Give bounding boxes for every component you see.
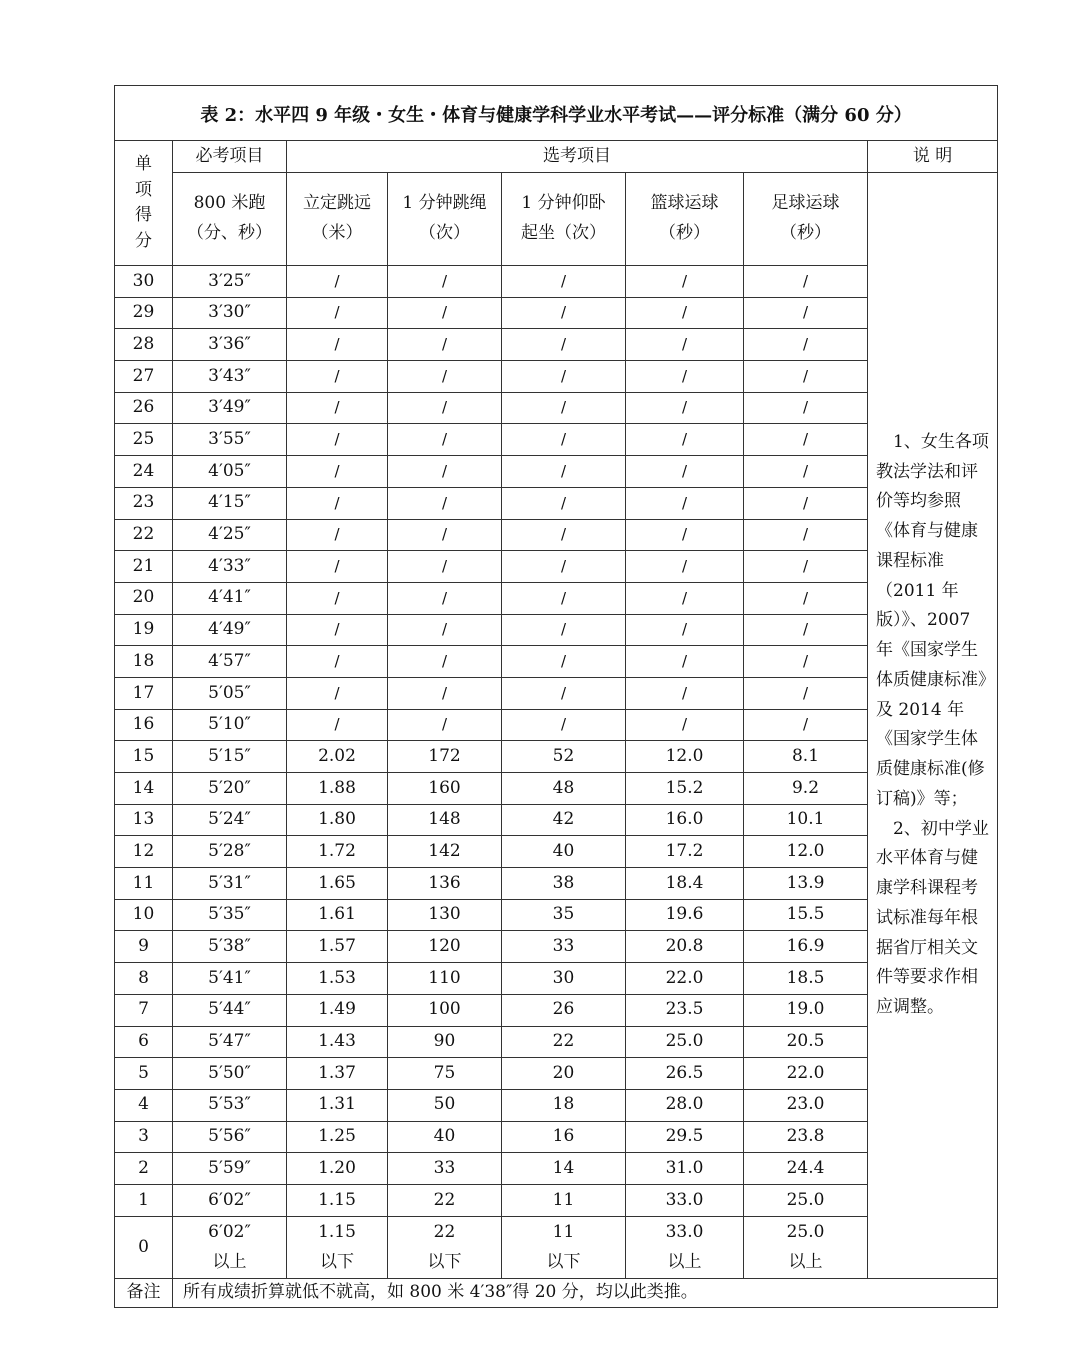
value-cell: / — [388, 677, 502, 709]
value-cell: 23.8 — [744, 1121, 868, 1153]
score-cell: 6 — [115, 1026, 173, 1058]
explanation-text: 1、女生各项教法学法和评价等均参照《体育与健康课程标准（2011 年版）》、2007 年《国家学生体质健康标准》及 2014 年《国家学生体质健康标准(修订稿)》等； 2、初中学业水平体育与健康学科课程考试标准每年根据省厅相关文件等要求作相应调整。 — [876, 431, 989, 1018]
value-cell: 110 — [388, 963, 502, 995]
value-cell: 18.4 — [626, 868, 744, 900]
score-cell: 28 — [115, 329, 173, 361]
column-header — [173, 173, 287, 266]
column-header-line2: （次） — [419, 223, 470, 243]
value-cell: / — [502, 297, 626, 329]
value-cell: 1.25 — [287, 1121, 388, 1153]
value-cell: 35 — [502, 899, 626, 931]
value-cell: / — [626, 519, 744, 551]
value-cell: 136 — [388, 868, 502, 900]
column-header-line2: （秒） — [659, 223, 710, 243]
value-cell: / — [287, 456, 388, 488]
value-cell: / — [626, 361, 744, 393]
column-header — [287, 173, 388, 266]
score-cell: 7 — [115, 994, 173, 1026]
threshold-value: 33.0 — [665, 1221, 704, 1242]
score-cell: 22 — [115, 519, 173, 551]
value-cell: / — [626, 392, 744, 424]
value-cell: 1.37 — [287, 1058, 388, 1090]
table-row — [115, 392, 998, 424]
value-cell — [287, 1216, 388, 1278]
threshold-qualifier: 以下 — [427, 1252, 462, 1273]
value-cell: 142 — [388, 836, 502, 868]
value-cell: / — [388, 456, 502, 488]
threshold-value: 11 — [552, 1221, 575, 1242]
value-cell — [744, 1216, 868, 1278]
value-cell: 23.0 — [744, 1089, 868, 1121]
value-cell: 4′57″ — [173, 646, 287, 678]
value-cell: / — [388, 551, 502, 583]
value-cell: / — [388, 424, 502, 456]
value-cell: 148 — [388, 804, 502, 836]
value-cell: / — [626, 266, 744, 298]
value-cell: 42 — [502, 804, 626, 836]
value-cell: / — [502, 266, 626, 298]
table-row — [115, 551, 998, 583]
value-cell: / — [626, 297, 744, 329]
table-row — [115, 582, 998, 614]
value-cell: 172 — [388, 741, 502, 773]
table-row — [115, 868, 998, 900]
value-cell: 3′49″ — [173, 392, 287, 424]
value-cell: 20.8 — [626, 931, 744, 963]
value-cell: / — [287, 392, 388, 424]
value-cell — [626, 1216, 744, 1278]
value-cell: / — [388, 392, 502, 424]
value-cell: 18.5 — [744, 963, 868, 995]
value-cell: / — [626, 646, 744, 678]
value-cell: 1.57 — [287, 931, 388, 963]
value-cell: / — [502, 392, 626, 424]
value-cell: 5′28″ — [173, 836, 287, 868]
table-row — [115, 1089, 998, 1121]
value-cell: / — [287, 424, 388, 456]
value-cell: 24.4 — [744, 1153, 868, 1185]
value-cell: / — [626, 456, 744, 488]
value-cell: 5′38″ — [173, 931, 287, 963]
value-cell — [502, 1216, 626, 1278]
threshold-value: 6′02″ — [208, 1221, 251, 1242]
value-cell: / — [502, 677, 626, 709]
table-row — [115, 329, 998, 361]
value-cell: 1.20 — [287, 1153, 388, 1185]
value-cell: 4′05″ — [173, 456, 287, 488]
value-cell: 3′30″ — [173, 297, 287, 329]
score-cell: 23 — [115, 487, 173, 519]
value-cell: / — [502, 519, 626, 551]
score-cell: 20 — [115, 582, 173, 614]
table-title: 表 2：水平四 9 年级・女生・体育与健康学科学业水平考试——评分标准（满分 60 分） — [115, 86, 998, 141]
value-cell: 5′24″ — [173, 804, 287, 836]
column-header-line2: 起坐（次） — [521, 223, 606, 243]
value-cell: 13.9 — [744, 868, 868, 900]
table-row — [115, 487, 998, 519]
score-cell: 26 — [115, 392, 173, 424]
value-cell: / — [744, 519, 868, 551]
value-cell: 22.0 — [626, 963, 744, 995]
value-cell: 15.2 — [626, 773, 744, 805]
value-cell: 3′43″ — [173, 361, 287, 393]
score-cell: 19 — [115, 614, 173, 646]
value-cell: / — [287, 266, 388, 298]
value-cell: 17.2 — [626, 836, 744, 868]
value-cell: 100 — [388, 994, 502, 1026]
table-row — [115, 1184, 998, 1216]
value-cell: 4′33″ — [173, 551, 287, 583]
table-row — [115, 709, 998, 741]
value-cell: / — [626, 582, 744, 614]
value-cell: / — [388, 329, 502, 361]
value-cell: 25.0 — [744, 1184, 868, 1216]
score-cell: 17 — [115, 677, 173, 709]
value-cell: 20.5 — [744, 1026, 868, 1058]
score-column-header-text: 单项得分 — [135, 154, 152, 251]
value-cell: 3′36″ — [173, 329, 287, 361]
value-cell: 5′05″ — [173, 677, 287, 709]
value-cell: / — [388, 646, 502, 678]
column-header-line1: 足球运球 — [771, 193, 840, 214]
value-cell: / — [744, 614, 868, 646]
table-row — [115, 297, 998, 329]
value-cell: 50 — [388, 1089, 502, 1121]
table-row — [115, 836, 998, 868]
value-cell: 1.15 — [287, 1184, 388, 1216]
threshold-qualifier: 以上 — [212, 1252, 247, 1273]
value-cell: / — [744, 456, 868, 488]
value-cell: / — [744, 677, 868, 709]
scoring-standard-sheet — [114, 85, 997, 1308]
explanation-header: 说 明 — [868, 141, 998, 173]
value-cell: 22 — [388, 1184, 502, 1216]
value-cell: 29.5 — [626, 1121, 744, 1153]
value-cell: / — [388, 266, 502, 298]
value-cell: / — [744, 297, 868, 329]
value-cell: / — [287, 551, 388, 583]
value-cell: 3′25″ — [173, 266, 287, 298]
score-cell: 4 — [115, 1089, 173, 1121]
value-cell: / — [744, 392, 868, 424]
column-header-line2: （米） — [311, 223, 363, 243]
value-cell: 2.02 — [287, 741, 388, 773]
value-cell: 5′56″ — [173, 1121, 287, 1153]
value-cell: / — [287, 329, 388, 361]
value-cell: 26.5 — [626, 1058, 744, 1090]
value-cell: 75 — [388, 1058, 502, 1090]
value-cell: / — [744, 709, 868, 741]
score-cell: 10 — [115, 899, 173, 931]
threshold-value: 1.15 — [318, 1221, 356, 1242]
value-cell: / — [388, 487, 502, 519]
value-cell: / — [502, 551, 626, 583]
value-cell: 160 — [388, 773, 502, 805]
value-cell: 1.72 — [287, 836, 388, 868]
value-cell: / — [287, 297, 388, 329]
table-row — [115, 931, 998, 963]
value-cell: 31.0 — [626, 1153, 744, 1185]
value-cell: 6′02″ — [173, 1184, 287, 1216]
score-cell: 30 — [115, 266, 173, 298]
table-row-zero — [115, 1216, 998, 1278]
score-cell: 12 — [115, 836, 173, 868]
table-row — [115, 773, 998, 805]
score-cell: 25 — [115, 424, 173, 456]
value-cell: 1.43 — [287, 1026, 388, 1058]
value-cell: 4′25″ — [173, 519, 287, 551]
value-cell: 5′47″ — [173, 1026, 287, 1058]
score-cell: 21 — [115, 551, 173, 583]
value-cell: 130 — [388, 899, 502, 931]
value-cell: 120 — [388, 931, 502, 963]
value-cell: 4′15″ — [173, 487, 287, 519]
column-header — [502, 173, 626, 266]
value-cell: 5′50″ — [173, 1058, 287, 1090]
value-cell: / — [287, 519, 388, 551]
column-header-line1: 1 分钟跳绳 — [402, 193, 487, 214]
value-cell: / — [502, 361, 626, 393]
threshold-qualifier: 以下 — [320, 1252, 354, 1273]
value-cell: / — [744, 582, 868, 614]
value-cell: 40 — [502, 836, 626, 868]
table-row — [115, 361, 998, 393]
table-row — [115, 677, 998, 709]
column-header-line1: 篮球运球 — [650, 193, 719, 214]
table-row — [115, 899, 998, 931]
value-cell: 5′10″ — [173, 709, 287, 741]
value-cell: / — [626, 424, 744, 456]
column-header-line1: 1 分钟仰卧 — [521, 193, 606, 214]
value-cell: 5′31″ — [173, 868, 287, 900]
table-row — [115, 266, 998, 298]
value-cell: 16 — [502, 1121, 626, 1153]
explanation-cell — [868, 173, 998, 1279]
value-cell: 8.1 — [744, 741, 868, 773]
score-cell: 18 — [115, 646, 173, 678]
table-row — [115, 1121, 998, 1153]
note-text: 所有成绩折算就低不就高，如 800 米 4′38″得 20 分，均以此类推。 — [173, 1278, 998, 1307]
score-cell: 8 — [115, 963, 173, 995]
threshold-value: 25.0 — [786, 1221, 825, 1242]
value-cell: / — [388, 614, 502, 646]
value-cell: 1.49 — [287, 994, 388, 1026]
score-cell: 3 — [115, 1121, 173, 1153]
value-cell: 18 — [502, 1089, 626, 1121]
value-cell: / — [388, 519, 502, 551]
value-cell: 1.61 — [287, 899, 388, 931]
value-cell: 5′44″ — [173, 994, 287, 1026]
value-cell: 48 — [502, 773, 626, 805]
value-cell: 19.0 — [744, 994, 868, 1026]
value-cell: 5′53″ — [173, 1089, 287, 1121]
value-cell: 26 — [502, 994, 626, 1026]
column-header — [744, 173, 868, 266]
table-row — [115, 614, 998, 646]
value-cell: / — [744, 551, 868, 583]
value-cell: 1.88 — [287, 773, 388, 805]
value-cell: 5′20″ — [173, 773, 287, 805]
value-cell: / — [502, 329, 626, 361]
value-cell: 23.5 — [626, 994, 744, 1026]
value-cell: 3′55″ — [173, 424, 287, 456]
note-row — [115, 1278, 998, 1307]
threshold-qualifier: 以下 — [546, 1252, 581, 1273]
value-cell: / — [744, 329, 868, 361]
value-cell: 22.0 — [744, 1058, 868, 1090]
score-cell: 0 — [115, 1216, 173, 1278]
table-row — [115, 994, 998, 1026]
score-cell: 1 — [115, 1184, 173, 1216]
value-cell: 12.0 — [626, 741, 744, 773]
value-cell: 4′41″ — [173, 582, 287, 614]
value-cell: / — [626, 329, 744, 361]
value-cell: 22 — [502, 1026, 626, 1058]
value-cell: 5′15″ — [173, 741, 287, 773]
value-cell: / — [502, 646, 626, 678]
value-cell: / — [388, 297, 502, 329]
column-header-line2: （秒） — [780, 223, 831, 243]
value-cell: / — [287, 487, 388, 519]
value-cell: 5′41″ — [173, 963, 287, 995]
score-cell: 29 — [115, 297, 173, 329]
note-label: 备注 — [115, 1278, 173, 1307]
table-row — [115, 1058, 998, 1090]
threshold-value: 22 — [433, 1221, 456, 1242]
score-cell: 2 — [115, 1153, 173, 1185]
table-row — [115, 741, 998, 773]
value-cell: 33 — [502, 931, 626, 963]
value-cell: / — [388, 582, 502, 614]
value-cell: 1.53 — [287, 963, 388, 995]
score-cell: 5 — [115, 1058, 173, 1090]
value-cell: / — [388, 361, 502, 393]
value-cell: / — [287, 646, 388, 678]
value-cell: 5′35″ — [173, 899, 287, 931]
value-cell: / — [287, 361, 388, 393]
score-cell: 9 — [115, 931, 173, 963]
value-cell: 16.0 — [626, 804, 744, 836]
table-row — [115, 963, 998, 995]
value-cell: 5′59″ — [173, 1153, 287, 1185]
scoring-table — [114, 85, 998, 1308]
value-cell: / — [744, 424, 868, 456]
value-cell: 4′49″ — [173, 614, 287, 646]
value-cell: / — [287, 709, 388, 741]
value-cell: / — [626, 487, 744, 519]
score-cell: 14 — [115, 773, 173, 805]
value-cell: 16.9 — [744, 931, 868, 963]
required-items-header: 必考项目 — [173, 141, 287, 173]
score-cell: 24 — [115, 456, 173, 488]
value-cell: 25.0 — [626, 1026, 744, 1058]
value-cell: 10.1 — [744, 804, 868, 836]
score-column-header — [115, 141, 173, 266]
value-cell: / — [744, 487, 868, 519]
score-cell: 15 — [115, 741, 173, 773]
value-cell: 52 — [502, 741, 626, 773]
value-cell: 1.80 — [287, 804, 388, 836]
column-header-line1: 800 米跑 — [193, 193, 266, 214]
value-cell: / — [744, 646, 868, 678]
table-row — [115, 1153, 998, 1185]
value-cell: / — [502, 582, 626, 614]
value-cell: 12.0 — [744, 836, 868, 868]
value-cell: 33 — [388, 1153, 502, 1185]
value-cell: 15.5 — [744, 899, 868, 931]
column-header — [626, 173, 744, 266]
value-cell: 38 — [502, 868, 626, 900]
score-cell: 13 — [115, 804, 173, 836]
table-row — [115, 804, 998, 836]
value-cell: / — [502, 709, 626, 741]
table-row — [115, 456, 998, 488]
table-row — [115, 424, 998, 456]
table-row — [115, 646, 998, 678]
score-cell: 16 — [115, 709, 173, 741]
value-cell: / — [502, 456, 626, 488]
value-cell: / — [502, 487, 626, 519]
value-cell: / — [502, 614, 626, 646]
value-cell: / — [287, 614, 388, 646]
table-row — [115, 519, 998, 551]
value-cell: 20 — [502, 1058, 626, 1090]
value-cell: 19.6 — [626, 899, 744, 931]
value-cell: 40 — [388, 1121, 502, 1153]
value-cell: / — [287, 677, 388, 709]
value-cell: 1.31 — [287, 1089, 388, 1121]
threshold-qualifier: 以上 — [667, 1252, 702, 1273]
value-cell: / — [626, 551, 744, 583]
table-row — [115, 1026, 998, 1058]
score-cell: 27 — [115, 361, 173, 393]
value-cell: 30 — [502, 963, 626, 995]
value-cell: / — [388, 709, 502, 741]
value-cell: / — [744, 266, 868, 298]
value-cell: 28.0 — [626, 1089, 744, 1121]
value-cell: 14 — [502, 1153, 626, 1185]
column-header-line1: 立定跳远 — [303, 193, 371, 214]
value-cell: / — [287, 582, 388, 614]
value-cell: 90 — [388, 1026, 502, 1058]
value-cell: 1.65 — [287, 868, 388, 900]
value-cell — [173, 1216, 287, 1278]
score-cell: 11 — [115, 868, 173, 900]
value-cell: / — [626, 709, 744, 741]
column-header-line2: （分、秒） — [187, 223, 272, 243]
value-cell: 33.0 — [626, 1184, 744, 1216]
value-cell — [388, 1216, 502, 1278]
optional-items-header: 选考项目 — [287, 141, 868, 173]
value-cell: / — [502, 424, 626, 456]
column-header — [388, 173, 502, 266]
threshold-qualifier: 以上 — [788, 1252, 823, 1273]
value-cell: 11 — [502, 1184, 626, 1216]
value-cell: / — [744, 361, 868, 393]
value-cell: 9.2 — [744, 773, 868, 805]
value-cell: / — [626, 677, 744, 709]
value-cell: / — [626, 614, 744, 646]
